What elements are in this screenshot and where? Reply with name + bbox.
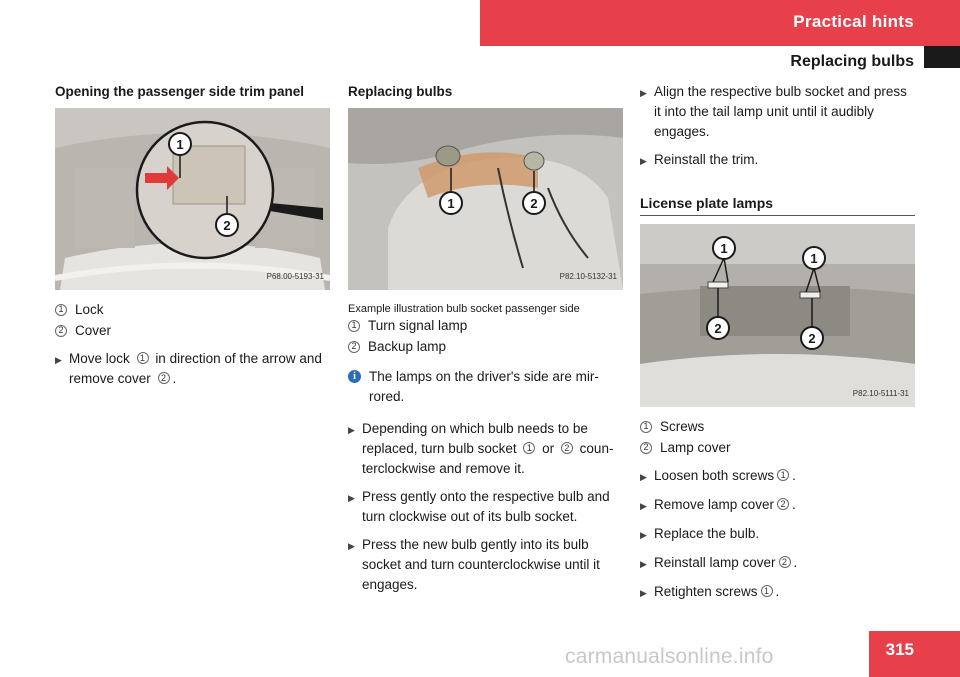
figure-bulb-socket [348,108,623,290]
step-arrow-icon: ▶ [640,472,647,482]
section-tab [924,46,960,68]
step-text: Press gently onto the respective bulb and turn clockwise out of its bulb socket. [362,489,610,524]
svg-text:2: 2 [530,196,538,211]
callout-number: 2 [158,372,170,384]
figure-code: P82.10-5111-31 [852,389,909,398]
callout-number: 1 [137,352,149,364]
column-license-plate [640,82,915,603]
step-arrow-icon: ▶ [348,493,355,503]
chapter-header [480,0,960,46]
step-arrow-icon: ▶ [348,541,355,551]
svg-text:2: 2 [714,321,722,336]
step-arrow-icon: ▶ [640,88,647,98]
step-insert-bulb [348,535,622,595]
callout-number: 2 [55,325,67,337]
callout-number: 2 [779,556,791,568]
step-arrow-icon: ▶ [348,425,355,435]
step-move-lock [55,349,330,389]
step-text: . [792,497,796,512]
step-replace-bulb [640,524,915,545]
step-text: Remove lamp cover [654,497,775,512]
legend-label: Turn signal lamp [368,317,468,333]
info-icon: i [348,370,361,383]
step-text: Reinstall lamp cover [654,555,776,570]
legend-item-lock [55,299,330,320]
step-text: Loosen both screws [654,468,775,483]
step-align-socket [640,82,915,142]
callout-number: 2 [640,442,652,454]
step-arrow-icon: ▶ [640,530,647,540]
callout-number: 1 [523,442,535,454]
step-text: Align the respective bulb socket and press it into the tail lamp unit until it audibly engages. [654,84,907,139]
callout-number: 1 [640,421,652,433]
step-text: . [793,555,798,570]
watermark: carmanualsonline.info [565,645,774,668]
legend-item-screws [640,416,915,437]
callout-number: 1 [761,585,773,597]
step-remove-cover [640,495,915,516]
step-text: Replace the bulb. [654,526,760,541]
column-replacing-bulbs [348,82,622,595]
callout-number: 1 [55,304,67,316]
svg-text:1: 1 [447,196,455,211]
step-text: in direction of the arrow and remove cover [69,351,322,386]
svg-text:2: 2 [808,331,816,346]
legend-item-lamp-cover [640,437,915,458]
step-reinstall-trim [640,150,915,171]
callout-number: 1 [777,469,789,481]
step-arrow-icon: ▶ [640,501,647,511]
chapter-title: Practical hints [793,12,914,31]
legend-item-backup-lamp [348,336,622,357]
heading-trim-panel: Opening the passenger side trim panel [55,84,305,99]
figure-caption: Example illustration bulb socket passenger side [348,303,580,315]
figure-code: P82.10-5132-31 [559,272,617,281]
page-number: 315 [885,640,914,659]
step-arrow-icon: ▶ [640,588,647,598]
svg-text:1: 1 [810,251,818,266]
trunk-illustration [55,108,330,290]
legend-label: Lamp cover [660,439,731,455]
step-remove-bulb [348,487,622,527]
svg-text:1: 1 [720,241,728,256]
step-arrow-icon: ▶ [640,559,647,569]
bulb-socket-illustration [348,108,623,290]
license-plate-illustration [640,224,915,407]
legend-item-turn-signal [348,315,622,336]
heading-license-plate-lamps: License plate lamps [640,193,915,216]
legend-label: Cover [75,322,112,338]
info-note [348,367,622,407]
svg-text:1: 1 [176,137,184,152]
figure-code: P68.00-5193-31 [266,272,324,281]
step-text: Move lock [69,351,130,366]
callout-number: 2 [561,442,573,454]
step-text: Retighten screws [654,584,758,599]
step-text: Depending on which bulb needs to be replaced, turn bulb socket [362,421,588,456]
heading-replacing-bulbs: Replacing bulbs [348,84,453,99]
figure-license-plate [640,224,915,407]
step-text: . [792,468,796,483]
step-retighten-screws [640,582,915,603]
step-text: . [172,371,177,386]
info-text: The lamps on the driver's side are mir-rored. [369,369,599,404]
legend-label: Backup lamp [368,338,447,354]
figure-trunk-trim [55,108,330,290]
callout-number: 2 [777,498,789,510]
step-arrow-icon: ▶ [55,355,62,365]
step-turn-socket [348,419,622,479]
callout-number: 2 [348,341,360,353]
callout-number: 1 [348,320,360,332]
step-loosen-screws [640,466,915,487]
step-reinstall-cover [640,553,915,574]
column-trim-panel [55,82,330,389]
step-text: . [775,584,780,599]
legend-item-cover [55,320,330,341]
step-text: Press the new bulb gently into its bulb socket and turn counterclockwise until it engages. [362,537,600,592]
legend-label: Lock [75,301,104,317]
svg-text:2: 2 [223,218,231,233]
section-title: Replacing bulbs [790,53,914,70]
step-text: coun-terclockwise and remove it. [362,441,614,476]
step-text: Reinstall the trim. [654,152,759,167]
legend-label: Screws [660,418,705,434]
page-number-box [869,631,960,677]
step-text: or [542,441,555,456]
step-arrow-icon: ▶ [640,156,647,166]
